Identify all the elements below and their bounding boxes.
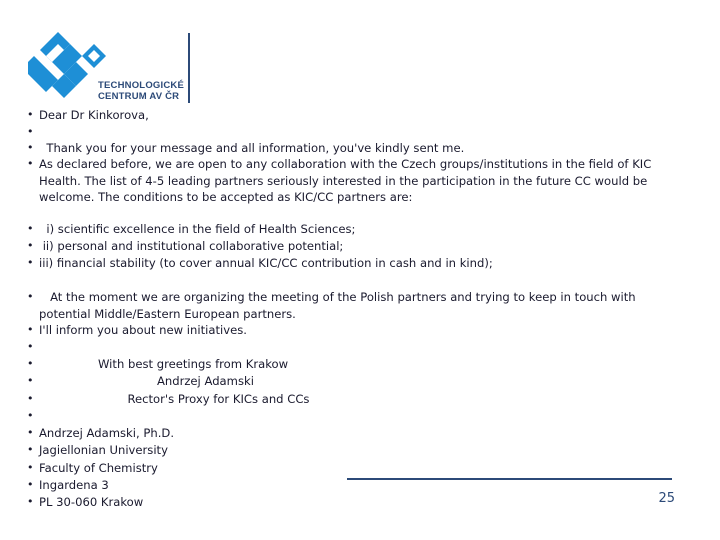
bullet-icon: • bbox=[27, 108, 34, 121]
list-item bbox=[27, 391, 667, 408]
list-item bbox=[27, 494, 667, 511]
list-item bbox=[27, 425, 667, 442]
footer-divider bbox=[347, 478, 672, 480]
list-item-text: Rector's Proxy for KICs and CCs bbox=[39, 392, 310, 406]
bullet-icon: • bbox=[27, 478, 34, 491]
bullet-icon: • bbox=[27, 409, 34, 422]
list-item bbox=[27, 322, 667, 339]
list-item bbox=[27, 442, 667, 459]
list-item bbox=[27, 221, 667, 238]
list-item-text: iii) financial stability (to cover annual KIC/CC contribution in cash and in kind); bbox=[39, 256, 493, 270]
list-item-text: Andrzej Adamski, Ph.D. bbox=[39, 426, 174, 440]
list-item-text: As declared before, we are open to any collaboration with the Czech groups/institutions in the field of KIC Health. The list of 4-5 leading partners seriously interested in the participation in the future CC would be welcome. The conditions to be accepted as KIC/CC partners are: bbox=[39, 157, 655, 205]
list-item bbox=[27, 156, 667, 206]
bullet-icon: • bbox=[27, 222, 34, 235]
list-item bbox=[27, 356, 667, 373]
bullet-icon: • bbox=[27, 323, 34, 336]
list-item-text: PL 30-060 Krakow bbox=[39, 495, 144, 509]
bullet-icon: • bbox=[27, 141, 34, 154]
logo-line-2: CENTRUM AV ČR bbox=[98, 91, 180, 102]
bullet-icon: • bbox=[27, 374, 34, 387]
bullet-icon: • bbox=[27, 256, 34, 269]
list-item-text: At the moment we are organizing the meeting of the Polish partners and trying to keep in touch with potential Middle/Eastern European partners. bbox=[39, 290, 640, 321]
bullet-icon: • bbox=[27, 392, 34, 405]
list-item bbox=[27, 255, 667, 272]
list-item-text: Dear Dr Kinkorova, bbox=[39, 108, 149, 122]
list-item-text: With best greetings from Krakow bbox=[39, 357, 289, 371]
list-item-text: Thank you for your message and all information, you've kindly sent me. bbox=[39, 141, 465, 155]
list-item bbox=[27, 107, 667, 124]
list-item bbox=[27, 460, 667, 477]
list-item-text: Andrzej Adamski bbox=[39, 374, 254, 388]
bullet-icon: • bbox=[27, 340, 34, 353]
list-item bbox=[27, 289, 667, 322]
logo-line-1: TECHNOLOGICKÉ bbox=[98, 80, 184, 91]
list-item-text: I'll inform you about new initiatives. bbox=[39, 323, 247, 337]
page-number: 25 bbox=[658, 491, 675, 506]
list-item-text: Ingardena 3 bbox=[39, 478, 109, 492]
list-item bbox=[27, 238, 667, 255]
list-item bbox=[27, 373, 667, 390]
list-item-text: Faculty of Chemistry bbox=[39, 461, 158, 475]
list-item-text: i) scientific excellence in the field of Health Sciences; bbox=[39, 222, 356, 236]
list-item-text: Jagiellonian University bbox=[39, 443, 168, 457]
logo-text bbox=[98, 80, 184, 102]
bullet-icon: • bbox=[27, 357, 34, 370]
bullet-icon: • bbox=[27, 426, 34, 439]
bullet-icon: • bbox=[27, 461, 34, 474]
bullet-icon: • bbox=[27, 443, 34, 456]
logo-divider bbox=[188, 33, 190, 103]
bullet-icon: • bbox=[27, 157, 34, 170]
bullet-icon: • bbox=[27, 125, 34, 138]
bullet-icon: • bbox=[27, 495, 34, 508]
bullet-icon: • bbox=[27, 290, 34, 303]
bullet-icon: • bbox=[27, 239, 34, 252]
list-item bbox=[27, 140, 667, 157]
list-item-text: ii) personal and institutional collaborative potential; bbox=[39, 239, 344, 253]
